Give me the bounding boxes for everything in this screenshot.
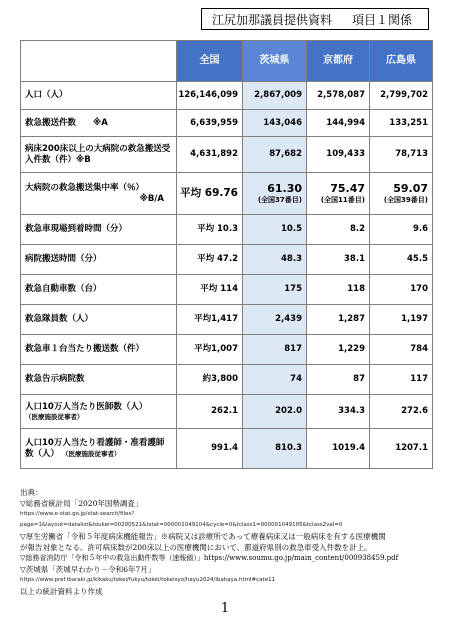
- cell-value: 61.30: [267, 182, 302, 196]
- source-ibaraki-url: https://www.pref.ibaraki.jp/kikaku/tokei/fukyu/tokei/tokeisyo/hayu2024/ibahaya.html#cate11: [20, 577, 276, 583]
- table-row: [21, 245, 433, 275]
- cell-kyoto: 2,578,087: [307, 82, 370, 110]
- cell-hiroshima: 9.6: [370, 215, 433, 245]
- cell-rank: (全国11番目): [320, 196, 365, 204]
- table-row: [21, 305, 433, 335]
- source-census-url: https://www.e-stat.go.jp/stat-search/files?: [20, 511, 135, 517]
- row-label: 救急自動車数（台）: [21, 275, 177, 305]
- cell-hiroshima: 2,799,702: [370, 82, 433, 110]
- source-ibaraki: ▽茨城県「茨城早わかり－令和6年7月」: [20, 565, 156, 574]
- source-notes: [20, 487, 440, 597]
- source-mhlw: ▽厚生労働省「令和５年度病床機能報告」※病院又は診療所であって療養病床又は一般病床を有する医療機関: [20, 532, 386, 541]
- cell-national: 平均1,007: [177, 335, 243, 365]
- column-header-hiroshima: 広島県: [370, 41, 433, 82]
- cell-kyoto: 8.2: [307, 215, 370, 245]
- table-row: [21, 365, 433, 395]
- notes-footer: 以上の統計資料より作成: [20, 587, 103, 596]
- cell-hiroshima: 272.6: [370, 395, 433, 429]
- cell-ibaraki: 74: [243, 365, 307, 395]
- cell-national: 6,639,959: [177, 110, 243, 137]
- page-number: 1: [220, 601, 230, 616]
- cell-rank: (全国37番目): [257, 196, 302, 204]
- cell-ibaraki: 2,867,009: [243, 82, 307, 110]
- row-label: [21, 395, 177, 429]
- cell-kyoto: 1019.4: [307, 429, 370, 469]
- cell-ibaraki: 87,682: [243, 137, 307, 173]
- cell-hiroshima: 1207.1: [370, 429, 433, 469]
- notes-heading: 出典：: [20, 488, 43, 497]
- source-census-url-cont: page=1&layout=datalist&toukei=00200521&tstat=000001049104&cycle=0&tclass1=000001049105&tclass2val=0: [20, 522, 343, 528]
- column-header-kyoto: 京都府: [307, 41, 370, 82]
- cell-national: 平均 47.2: [177, 245, 243, 275]
- cell-hiroshima: 133,251: [370, 110, 433, 137]
- row-label: 病床200床以上の大病院の救急搬送受入件数（件）※B: [21, 137, 177, 173]
- cell-national: [177, 173, 243, 215]
- cell-ibaraki: 2,439: [243, 305, 307, 335]
- cell-hiroshima: 170: [370, 275, 433, 305]
- cell-national: 4,631,892: [177, 137, 243, 173]
- table-row: [21, 395, 433, 429]
- row-label: [21, 110, 177, 137]
- cell-national: 約3,800: [177, 365, 243, 395]
- header-title: 江尻加那議員提供資料: [212, 12, 333, 27]
- source-fdma: ▽総務省消防庁「令和５年中の救急出動件数等（速報値）」https://www.soumu.go.jp/main_content/000938459.pdf: [20, 554, 399, 562]
- row-label-text: 大病院の救急搬送集中率（％）: [25, 182, 145, 193]
- row-label-note: ※B/A: [139, 193, 164, 204]
- cell-ibaraki: 10.5: [243, 215, 307, 245]
- cell-ibaraki: 48.3: [243, 245, 307, 275]
- table-row: [21, 82, 433, 110]
- header-blank-cell: [21, 41, 177, 82]
- row-label-text: 人口10万人当たり看護師・准看護師数（人）: [25, 437, 165, 459]
- cell-national: 991.4: [177, 429, 243, 469]
- document-header: [201, 8, 429, 30]
- row-label: 救急車１台当たり搬送数（件）: [21, 335, 177, 365]
- cell-hiroshima: [370, 173, 433, 215]
- cell-ibaraki: 817: [243, 335, 307, 365]
- row-label-text: 人口10万人当たり医師数（人）: [25, 402, 148, 413]
- cell-kyoto: 1,229: [307, 335, 370, 365]
- cell-ibaraki: [243, 173, 307, 215]
- cell-kyoto: 144,994: [307, 110, 370, 137]
- table-row: [21, 429, 433, 469]
- column-header-national: 全国: [177, 41, 243, 82]
- cell-national: 平均 10.3: [177, 215, 243, 245]
- cell-hiroshima: 1,197: [370, 305, 433, 335]
- source-census: ▽総務省統計局「2020年国勢調査」: [20, 499, 143, 508]
- cell-value: 59.07: [393, 182, 428, 196]
- column-header-ibaraki: 茨城県: [243, 41, 307, 82]
- source-mhlw-cont: が報告対象となる。許可病床数が200床以上の医療機関において、都道府県別の救急車受入件数を計上。: [20, 543, 372, 552]
- cell-kyoto: 38.1: [307, 245, 370, 275]
- cell-kyoto: 118: [307, 275, 370, 305]
- statistics-table: [20, 40, 433, 469]
- cell-national: 126,146,099: [177, 82, 243, 110]
- row-label: 救急告示病院数: [21, 365, 177, 395]
- cell-rank: (全国39番目): [383, 196, 428, 204]
- cell-ibaraki: 810.3: [243, 429, 307, 469]
- cell-ibaraki: 143,046: [243, 110, 307, 137]
- cell-hiroshima: 78,713: [370, 137, 433, 173]
- row-label-note: ※A: [92, 117, 108, 128]
- row-label-text: 救急搬送件数: [25, 117, 77, 128]
- cell-ibaraki: 202.0: [243, 395, 307, 429]
- cell-value: 平均 69.76: [180, 186, 238, 199]
- cell-ibaraki: 175: [243, 275, 307, 305]
- table-row: [21, 110, 433, 137]
- table-header-row: [21, 41, 433, 82]
- row-label-sub: （医療施設従事者）: [25, 412, 84, 421]
- table-row: [21, 215, 433, 245]
- table-row: [21, 275, 433, 305]
- cell-kyoto: 109,433: [307, 137, 370, 173]
- cell-value: 75.47: [330, 182, 365, 196]
- row-label-sub: （医療施設従事者）: [61, 449, 121, 458]
- cell-kyoto: 87: [307, 365, 370, 395]
- cell-kyoto: 1,287: [307, 305, 370, 335]
- row-label: [21, 429, 177, 469]
- cell-national: 平均1,417: [177, 305, 243, 335]
- header-item: 項目１関係: [352, 12, 413, 27]
- row-label: 救急車現場到着時間（分）: [21, 215, 177, 245]
- cell-national: 平均 114: [177, 275, 243, 305]
- cell-kyoto: 334.3: [307, 395, 370, 429]
- cell-hiroshima: 784: [370, 335, 433, 365]
- cell-kyoto: [307, 173, 370, 215]
- cell-hiroshima: 117: [370, 365, 433, 395]
- row-label: 人口（人）: [21, 82, 177, 110]
- table-row: [21, 173, 433, 215]
- row-label: 病院搬送時間（分）: [21, 245, 177, 275]
- table-row: [21, 137, 433, 173]
- cell-hiroshima: 45.5: [370, 245, 433, 275]
- table-row: [21, 335, 433, 365]
- cell-national: 262.1: [177, 395, 243, 429]
- row-label: [21, 173, 177, 215]
- row-label: 救急隊員数（人）: [21, 305, 177, 335]
